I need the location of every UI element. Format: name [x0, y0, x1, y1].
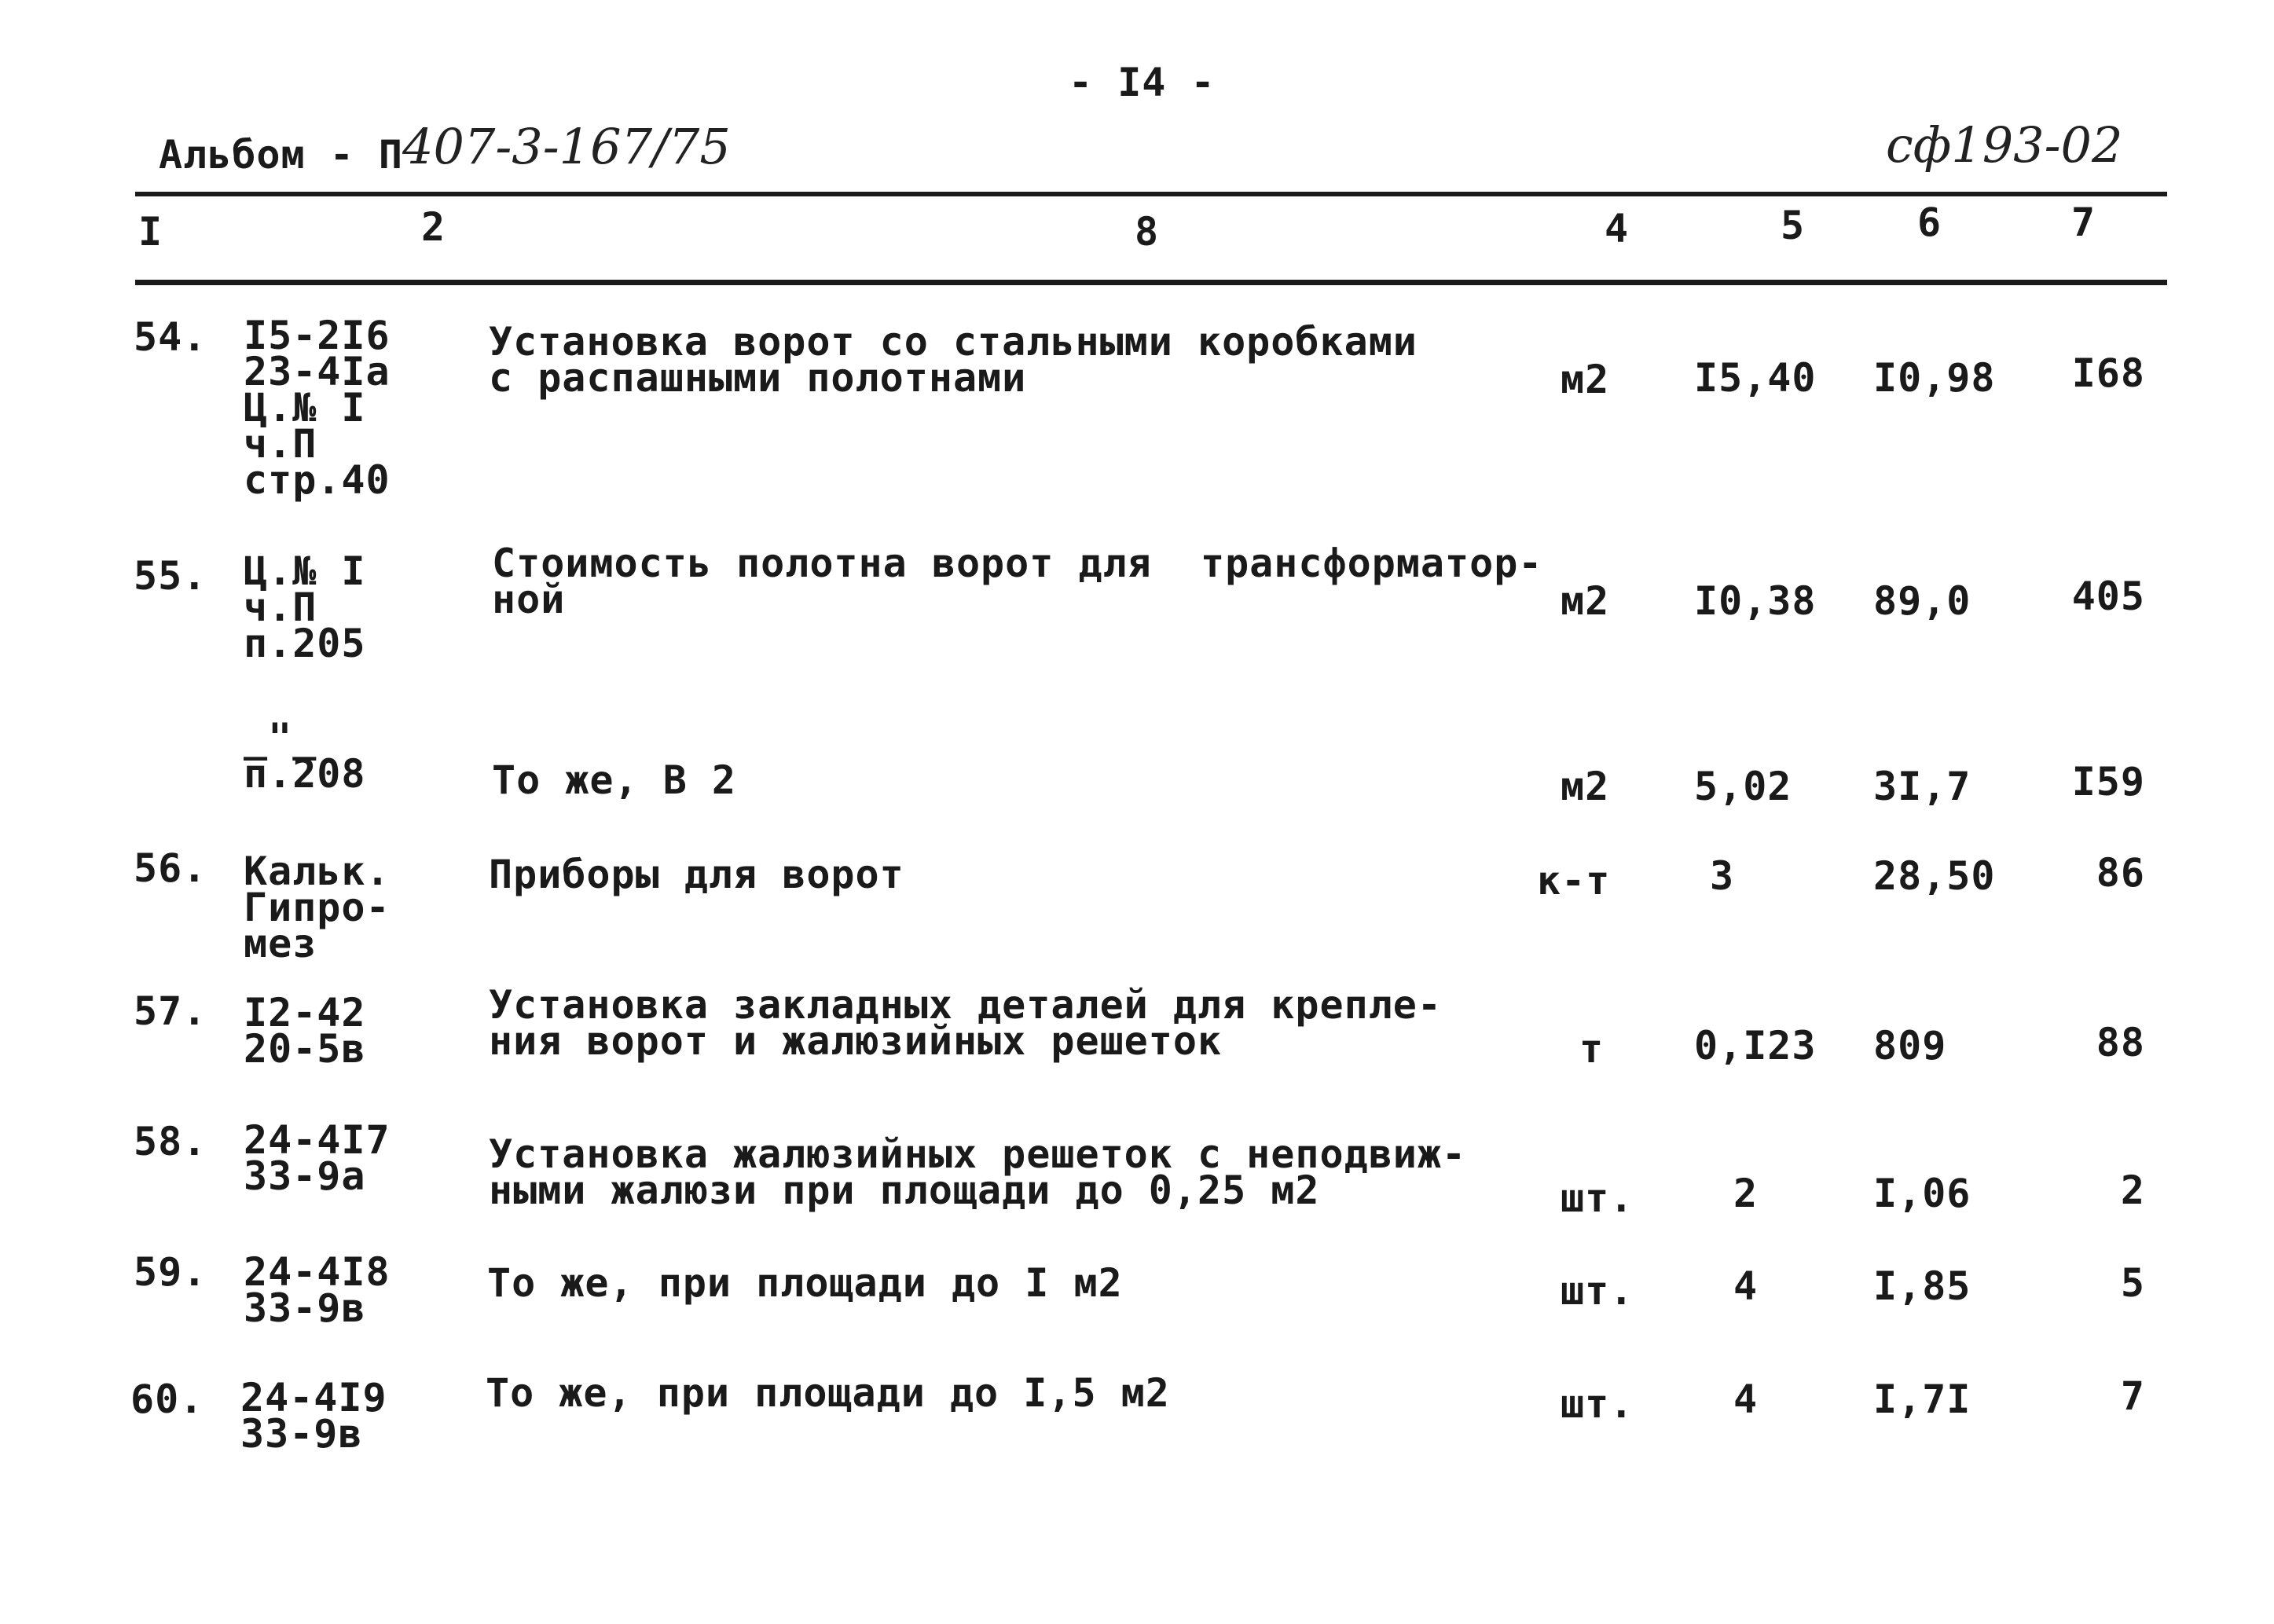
- row-number: 55.: [134, 553, 207, 599]
- row-number: 58.: [134, 1119, 207, 1164]
- row-unit: шт.: [1561, 1175, 1634, 1221]
- row-quantity: I0,38: [1694, 578, 1817, 624]
- row-number: 54.: [134, 314, 207, 360]
- row-description: То же, В 2: [492, 757, 737, 803]
- row-unit-price: 28,50: [1873, 853, 1996, 899]
- column-header-6: 6: [1917, 200, 1942, 245]
- page-number: - I4 -: [1069, 60, 1216, 105]
- row-reference: I5-2I6 23-4Ia Ц.№ I ч.П стр.40: [244, 313, 391, 503]
- album-label: Альбом - П: [159, 132, 404, 178]
- row-reference: 24-4I7 33-9а: [244, 1117, 391, 1199]
- row-total: I68: [2071, 350, 2145, 396]
- row-quantity: 5,02: [1694, 764, 1792, 809]
- column-header-7: 7: [2071, 200, 2096, 245]
- row-description: Установка жалюзийных решеток с неподвиж- ными жалюзи при площади до 0,25 м2: [489, 1131, 1467, 1213]
- row-description: Установка закладных деталей для крепле- ния ворот и жалюзийных решеток: [489, 982, 1442, 1064]
- row-quantity: 4: [1733, 1263, 1759, 1309]
- row-quantity: 3: [1710, 853, 1735, 899]
- row-reference: Кальк. Гипро- мез: [244, 849, 391, 966]
- row-number: 60.: [130, 1377, 204, 1422]
- row-total: I59: [2071, 759, 2145, 805]
- row-total: 88: [2096, 1020, 2145, 1065]
- row-unit-price: I0,98: [1873, 355, 1996, 401]
- row-reference: Ц.№ I ч.П п.205: [244, 548, 366, 666]
- column-header-3: 8: [1135, 209, 1160, 255]
- row-total: 405: [2071, 574, 2145, 619]
- row-total: 2: [2120, 1168, 2145, 1213]
- row-unit: шт.: [1561, 1268, 1634, 1314]
- row-reference: 24-4I8 33-9в: [244, 1249, 391, 1331]
- row-number: 56.: [134, 845, 207, 891]
- row-total: 86: [2096, 850, 2145, 896]
- row-unit-price: 89,0: [1873, 578, 1971, 624]
- row-description: Приборы для ворот: [489, 852, 904, 897]
- row-unit: м2: [1561, 578, 1610, 624]
- row-quantity: 0,I23: [1694, 1023, 1817, 1069]
- row-quantity: I5,40: [1694, 355, 1817, 401]
- row-total: 7: [2120, 1373, 2145, 1419]
- row-unit-price: 3I,7: [1873, 764, 1971, 809]
- header-top-rule: [135, 192, 2167, 196]
- row-unit: м2: [1561, 357, 1610, 402]
- row-reference: I2-42 20-5в: [244, 990, 366, 1072]
- row-description: Стоимость полотна ворот для трансформатор- ной: [492, 541, 1543, 622]
- row-unit: т: [1579, 1026, 1605, 1072]
- row-unit-price: I,85: [1873, 1263, 1971, 1309]
- column-header-1: I: [138, 209, 163, 255]
- row-unit: м2: [1561, 764, 1610, 809]
- row-reference: 24-4I9 33-9в: [240, 1375, 387, 1457]
- column-header-2: 2: [421, 204, 446, 250]
- row-total: 5: [2120, 1260, 2145, 1306]
- column-header-5: 5: [1781, 203, 1806, 248]
- album-handwritten-ref: сф193-02: [1886, 116, 2123, 174]
- row-number: 57.: [134, 988, 207, 1034]
- row-reference: _"_ п.208: [244, 715, 366, 797]
- row-description: То же, при площади до I,5 м2: [486, 1370, 1170, 1416]
- row-unit-price: I,7I: [1873, 1377, 1971, 1422]
- column-header-4: 4: [1605, 206, 1630, 251]
- row-quantity: 4: [1733, 1377, 1759, 1422]
- row-description: То же, при площади до I м2: [487, 1260, 1123, 1306]
- row-unit-price: 809: [1873, 1023, 1947, 1069]
- row-unit: шт.: [1561, 1381, 1634, 1427]
- row-quantity: 2: [1733, 1171, 1759, 1216]
- row-unit-price: I,06: [1873, 1171, 1971, 1216]
- row-description: Установка ворот со стальными коробками с распашными полотнами: [489, 319, 1418, 401]
- header-bottom-rule: [135, 280, 2167, 285]
- album-handwritten-code: 407-3-167/75: [402, 118, 731, 175]
- row-number: 59.: [134, 1249, 207, 1295]
- row-unit: к-т: [1537, 858, 1611, 904]
